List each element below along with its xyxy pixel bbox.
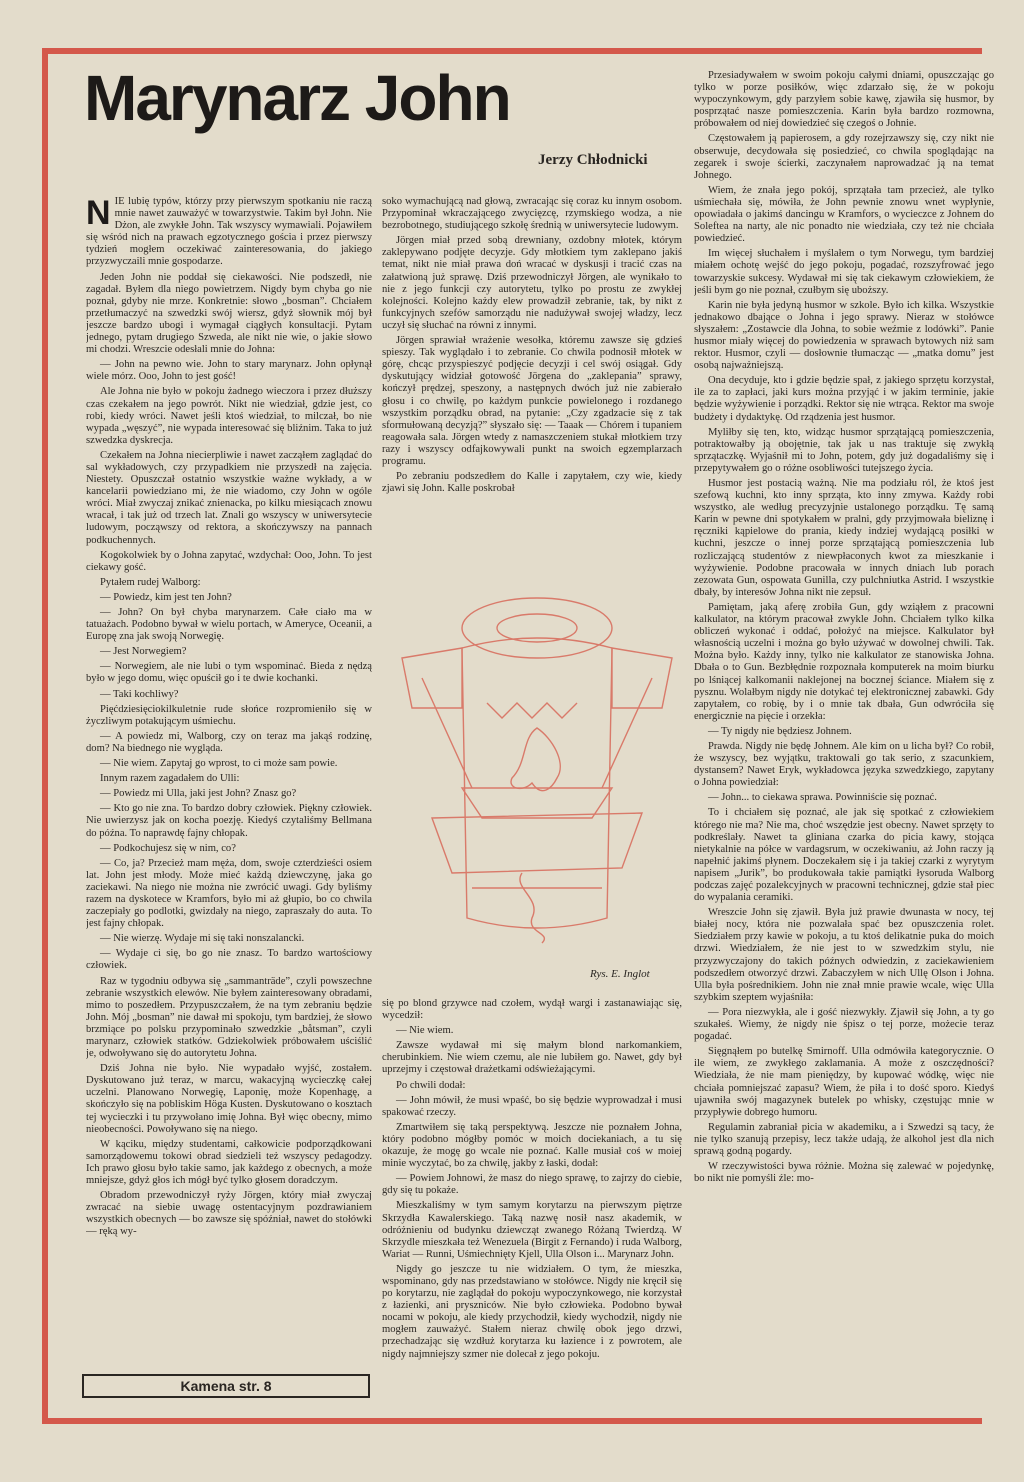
paragraph: W rzeczywistości bywa różnie. Można się zalewać w pojedynkę, bo nikt nie pomyśli źle: mo-	[694, 1161, 994, 1185]
paragraph: — Nie wiem.	[396, 1025, 454, 1037]
article-author: Jerzy Chłodnicki	[538, 152, 648, 168]
paragraph: — Powiem Johnowi, że masz do niego sprawę, to zajrzy do ciebie, gdy się tu pokaże.	[382, 1173, 682, 1197]
paragraph: Regulamin zabraniał picia w akademiku, a i Szwedzi są tacy, że nie tylko szanują przepisy, lecz także udają, że alkohol jest dla nich sprawą godną pogardy.	[694, 1121, 994, 1157]
paragraph: — Nie wiem. Zapytaj go wprost, to ci może sam powie.	[100, 758, 338, 770]
paragraph: Czekałem na Johna niecierpliwie i nawet zacząłem zaglądać do sal wykładowych, czy przypadkiem nie przyszedł na zajęcia. Niestety. Opuszczał ostatnio wszystkie ważne wykłady, a w kancelarii powiedziano mi, że nie wiadomo, czy John w ogóle wróci. Miał zwyczaj znikać znienacka, po kilku miesiącach znowu wracał, i tak już od trzech lat. Znali go wszyscy w uniwersytecie ludowym, począwszy od rektora, a skończywszy na pannach podkuchennych.	[86, 449, 372, 546]
paragraph: — John... to ciekawa sprawa. Powinniście się poznać.	[708, 792, 937, 804]
illustration-caption: Rys. E. Inglot	[590, 968, 650, 980]
paragraph: — Nie wierzę. Wydaje mi się taki nonszalancki.	[100, 933, 305, 945]
paragraph: Przesiadywałem w swoim pokoju całymi dniami, opuszczając go tylko w porze posiłków, więc zdarzało się, że w pokoju wypoczynkowym, gdy parzyłem sobie kawę, zjawiła się husmor, by posprzątać nasze pomieszczenia. Karin była bardzo rozmowna, próbowałem od niej dowiedzieć się czegoś o Johnie.	[694, 70, 994, 130]
paragraph: Zawsze wydawał mi się małym blond narkomankiem, cherubinkiem. Nie wiem czemu, ale nie lubiłem go. Nawet, gdy był uprzejmy i częstował drażetkami odświeżającymi.	[382, 1040, 682, 1076]
paragraph: Prawda. Nigdy nie będę Johnem. Ale kim on u licha był? Co robił, że wszyscy, bez wyjątku, traktowali go tak serio, z szacunkiem, dystansem? Nawet Eryk, wykładowca języka szwedzkiego, zapytany o Johna powiedział:	[694, 740, 994, 789]
paragraph: Obradom przewodniczył ryży Jörgen, który miał zwyczaj zwracać na siebie uwagę ostentacyjnym pozdrawianiem wszystkich obecnych — bo zawsze się spóźniał, nawet do stołówki — ręką wy-	[86, 1190, 372, 1238]
paragraph: Wreszcie John się zjawił. Była już prawie dwunasta w nocy, tej białej nocy, która nie pozwalała spać bez opuszczenia rolet. Siedziałem przy kawie w pokoju, a tu ktoś delikatnie puka do moich drzwi. Wiedziałem, że nie jest to w szwedzkim stylu, nie przyzwyczajony do takich późnych odwiedzin, z zaciekawieniem podszedłem otworzyć drzwi. Zabaczyłem w nich Ullę Olson i Johna. Ulla była pośrednikiem. John nie znał mnie prawie wcale, więc Ulla szybkim szeptem wyjaśniła:	[694, 907, 994, 1003]
drop-cap: N	[86, 196, 111, 232]
text-column-2-bottom	[382, 998, 682, 1410]
paragraph: — Co, ja? Przecież mam męża, dom, swoje czterdzieści osiem lat. John jest młody. Może mieć każdą dziewczynę, jaka go zaciekawi. Na niego nie można nie zwrócić uwagi. Gdy byliśmy razem na dyskotece w Kramfors, było mi aż głupio, bo co chwila zaczepiały go podlotki, gwizdały na niego, zapraszały do auta. To jest fajny chłopak.	[86, 857, 372, 930]
paragraph: — John? On był chyba marynarzem. Całe ciało ma w tatuażach. Podobno bywał w wielu portach, w Ameryce, Oceanii, a Europę zna jak swoją Norwegię.	[86, 607, 372, 643]
paragraph: Wiem, że znała jego pokój, sprzątała tam przecież, ale tylko uśmiechała się, mówiła, że John pewnie znowu wnet wypłynie, opowiadała o jakimś dancingu w Kramfors, o wycieczce z Johnem do Soleftea na narty, ale nic ponadto nie wiedziała, czy też nie chciała powiedzieć.	[694, 184, 994, 245]
paragraph: Ale Johna nie było w pokoju żadnego wieczora i przez dłuższy czas czekałem na jego powrót. Nikt nie wiedział, gdzie jest, co robi, kiedy wróci. Nawet jeśli ktoś wiedział, to milczał, bo nie wypada „węszyć”, nie wypada interesować się bliźnim. Taka to już szwedzka dyskrecja.	[86, 386, 372, 446]
paragraph: — Powiedz mi Ulla, jaki jest John? Znasz go?	[100, 788, 297, 800]
text-column-2-top	[382, 196, 682, 578]
paragraph: Dziś Johna nie było. Nie wypadało wyjść, zostałem. Dyskutowano już teraz, w marcu, wakacyjną wycieczkę całej uczelni. Planowano Norwegię, Laponię, może Kopenhagę, a skończyło się na pobliskim Höga Kusten. Dyskutowano o kosztach tej wycieczki i tu przywołano imię Johna. Był więc obecny, mimo nieobecności. Powoływano się na niego.	[86, 1063, 372, 1135]
paragraph: — Pora niezwykła, ale i gość niezwykły. Zjawił się John, a ty go szukałeś. Wiemy, że nigdy nie śpisz o tej porze, możecie teraz pogadać.	[694, 1006, 994, 1043]
paragraph: Innym razem zagadałem do Ulli:	[100, 773, 240, 785]
illustration-figure	[511, 728, 560, 791]
paragraph: — Taki kochliwy?	[100, 688, 179, 700]
illustration-banner	[432, 813, 642, 873]
page-reference-box	[82, 1374, 370, 1398]
paragraph: Nigdy go jeszcze tu nie widziałem. O tym, że mieszka, wspominano, gdy nas przedstawiano w stołówce. Nigdy nie kręcił się po korytarzu, nie zaglądał do pokoju wypoczynkowego, nie korzystał z łazienki, ani pryszniców. Nie było człowieka. Podobno bywał nocami w pokoju, ale kiedy przychodził, kiedy wychodził, nigdy nie mogłem zauważyć. Stałem nieraz chwilę obok jego drzwi, przechadzając się wzdłuż korytarza ku łazience i z powrotem, ale nigdy najmniejszy szmer nie dolecał z jego pokoju.	[382, 1263, 682, 1360]
paragraph: — Norwegiem, ale nie lubi o tym wspominać. Bieda z nędzą było w jego domu, więc opuścił go i te dwie kochanki.	[86, 661, 372, 685]
paragraph: Myliłby się ten, kto, widząc husmor sprzątającą pomieszczenia, potraktowałby ją obojętnie, tak jak u nas traktuje się zwykłą sprzątaczkę. Wyjaśnił mi to John, potem, gdy już dogadaliśmy się i przepytywałem go o różne osobliwości tutejszego życia.	[694, 426, 994, 474]
paragraph: Mieszkaliśmy w tym samym korytarzu na pierwszym piętrze Skrzydła Kawalerskiego. Taką nazwę nosił nasz akademik, w odróżnieniu od budynku dziewcząt zwanego Różaną Twierdzą. W Skrzydle mieszkała też Wenezuela (Birgit z Fernando) i ruda Walborg, Wariat — Runni, Uśmiechnięty Kjell, Ulla Olson i... Marynarz John.	[382, 1200, 682, 1260]
frame-top-rule	[42, 48, 982, 54]
paragraph: Sięgnąłem po butelkę Smirnoff. Ulla odmówiła kategorycznie. O ile wiem, ze zwykłego zaklamania. A może z oszczędności? Wiedziała, że nie mam pieniędzy, by kupować wódkę, więc nie chciała pomniejszać zapasu? Wiem, że piła i to dość sporo. Kiedyś ujawniła swój magazynek butelek po whisky, częstując mnie w przypływie dobrego humoru.	[694, 1046, 994, 1118]
paragraph: — Powiedz, kim jest ten John?	[100, 591, 232, 603]
paragraph: Ona decyduje, kto i gdzie będzie spał, z jakiego sprzętu korzystał, ile za to zapłaci, jaki kurs można przyjąć i w jakim terminie, jakie będzie wyżywienie i porządki. Rektor się nie wtrąca. Rektor ma swoje budżety i dydaktykę. Od rządzenia jest husmor.	[694, 375, 994, 423]
paragraph: — Ty nigdy nie będziesz Johnem.	[708, 725, 852, 737]
paragraph: Jörgen sprawiał wrażenie wesołka, któremu zawsze się gdzieś spieszy. Tak wyglądało i to zebranie. Co chwila podnosił młotek w górę, chcąc przyspieszyć podjęcie decyzji i cel swój osiągał. Gdy dyskutujący widział gotowość Jörgena do „zaklepania” sprawy, kończył prędzej, speszony, a następnych dwóch już nie zabierało głosu i co chwilę, po każdym punkcie powielonego i rozdanego wszystkim porządku obrad, na pytanie: „Czy zgadzacie się z tak sformułowaną decyzją?” słyszało się: — Taaak — Chórem i tupaniem reagowała sala. Jörgen wtedy z namaszczeniem stukał młotkiem trzy razy i wszyscy odfajkowywali punkt na swoich egzemplarzach programu.	[382, 335, 682, 467]
paragraph: — Kto go nie zna. To bardzo dobry człowiek. Piękny człowiek. Nie uwierzysz jak on kocha poezję. Kiedyś czytaliśmy Bellmana do późna. To naprawdę fajny chłopak.	[86, 803, 372, 839]
paragraph: soko wymachującą nad głową, zwracając się coraz ku innym osobom. Przypominał wkraczającego zwycięzcę, rzymskiego wodza, a nie bezrobotnego, studiującego szkołę średnią w uniwersytecie ludowym.	[382, 196, 682, 232]
paragraph: Zmartwiłem się taką perspektywą. Jeszcze nie poznałem Johna, który podobno mógłby pomóc w moich dociekaniach, a tu się okazuje, że mogę go wcale nie poznać. Kalle musiał coś w moiej minie wyczytać, bo za chwilę, jakby z łaski, dodał:	[382, 1121, 682, 1170]
paragraph: Pamiętam, jaką aferę zrobiła Gun, gdy wziąłem z pracowni kalkulator, na którym pracował zwykle John. Chciałem tylko kilka obliczeń wykonać i oddać, położyć na miejsce. Kalkulator był własnością uczelni i można go było używać w dowolnej chwili. Tak. Można było. Każdy inny, tylko nie kalkulator ze stanowiska Johna. Dbała o to Gun. Bezbłędnie rozpoznała komputerek na moim biurku po lśniącej kalkomanii naklejonej na bocznej ściance. Miałem się z pysznu. Wolałbym nigdy nie dotykać tej elektronicznej zabawki. Gdy zapytałem, co robię, by i o mnie tak dbała, Gun odwróciła się energicznie na pięcie i orzekła:	[694, 601, 994, 722]
paragraph: — Jest Norwegiem?	[100, 646, 187, 658]
paragraph: Jörgen miał przed sobą drewniany, ozdobny młotek, którym zaklepywano podjęte decyzje. Gdy młotkiem tym zaklepano jakiś temat, nikt nie miał prawa doń wracać w dyskusji i tracić czas na załatwioną już sprawę. Dziś przewodniczył Jörgen, ale wynikało to nie z jego funkcji czy autorytetu, tylko po prostu ze zwykłej kolejności. Kolejno każdy elew prowadził zebranie, tak, by nikt z funkcyjnych szefów samorządu nie nadużywał swojej władzy, lecz uczył się słuchać na równi z innymi.	[382, 235, 682, 331]
paragraph: Karin nie była jedyną husmor w szkole. Było ich kilka. Wszystkie jednakowo dbające o Johna i jego sprawy. Nieraz w stołówce słyszałem: „Zostawcie dla Johna, to sobie weźmie z lodówki”. Panie husmor miały więcej do powiedzenia w sprawach bytowych niż sam rektor. Husmor, czyli — dosłownie tłumacząc — „matka domu” jest osobą najważniejszą.	[694, 299, 994, 372]
paragraph: — A powiedz mi, Walborg, czy on teraz ma jakąś rodzinę, dom? Na biednego nie wygląda.	[86, 730, 372, 754]
paragraph: Częstowałem ją papierosem, a gdy rozejrzawszy się, czy nikt nie obserwuje, decydowała się posiedzieć, co chwila spoglądając na zegarek i swoje ścierki, zaczynałem naprowadzać ją na temat Johnego.	[694, 133, 994, 181]
paragraph: Im więcej słuchałem i myślałem o tym Norwegu, tym bardziej miałem ochotę wejść do jego pokoju, pogadać, rozszyfrować jego towarzyskie sukcesy. Wydawał mi się tak ciekawym człowiekiem, że jeśli bym go nie poznał, czułbym się uboższy.	[694, 248, 994, 296]
paragraph: Pięćdziesięciokilkuletnie rude słońce rozpromieniło się w życzliwym potakującym uśmiechu.	[86, 703, 372, 727]
frame-left-rule	[42, 48, 48, 1424]
paragraph: Po zebraniu podszedłem do Kalle i zapytałem, czy wie, kiedy zjawi się John. Kalle poskrobał	[382, 471, 682, 495]
frame-bottom-rule	[42, 1418, 982, 1424]
illustration-drawing	[392, 588, 682, 948]
paragraph: — Podkochujesz się w nim, co?	[100, 842, 236, 854]
paragraph: — John mówił, że musi wpaść, bo się będzie wyprowadzał i musi spakować rzeczy.	[382, 1094, 682, 1118]
illustration-body	[462, 638, 612, 928]
paragraph: się po blond grzywce nad czołem, wydął wargi i zastanawiając się, wycedził:	[382, 998, 682, 1022]
paragraph: To i chciałem się poznać, ale jak się spotkać z człowiekiem którego nie ma? Nie ma, choć wszędzie jest obecny. Nawet sprzęty to podkreślały. Nawet ta gliniana czarka do picia kawy, stojąca nietykalnie na półce w vardagsrum, w oczekiwaniu, aż John raczy ją napełnić jakimś płynem. Doczekałem się i ja takiej czarki z wyrytym napisem „Jurik”, bo produkowała takie pamiątki łysoruda Walborg podczas zajęć pozalekcyjnych w pracowni technicznej, gdzie stał piec do wypalania ceramiki.	[694, 807, 994, 904]
paragraph: — Wydaje ci się, bo go nie znasz. To bardzo wartościowy człowiek.	[86, 948, 372, 972]
paragraph: Jeden John nie poddał się ciekawości. Nie podszedł, nie zagadał. Byłem dla niego powietrzem. Nigdy bym chyba go nie poznał, gdyby nie mrze. Konkretnie: słowo „bosman”. Chciałem przetłumaczyć na szwedzki swój wiersz, gdyż słownik mój był jeszcze bardzo ubogi i wymagał ciągłych konsultacji. Pytam jednego, pytam drugiego Szweda, ale nikt nie wie, o jakie słowo mi chodzi. Wreszcie odesłali mnie do Johna:	[86, 271, 372, 356]
page-reference: Kamena str. 8	[180, 1378, 272, 1394]
article-title: Marynarz John	[84, 62, 510, 134]
paragraph: Raz w tygodniu odbywa się „sammanträde”, czyli powszechne zebranie wszystkich elewów. Nie byłem zainteresowany obradami, mimo to poszedłem. Przypuszczałem, że na tym zebraniu będzie John. Mój „bosman” nie dawał mi spokoju, tym bardziej, że słowo brzmiące po polsku przypominało szwedzkie „båtsman”, czyli marynarz, człowiek statków. Gdziekolwiek próbowałem uściślić je, odwoływano się do autorytetu Johna.	[86, 975, 372, 1060]
paragraph: Kogokolwiek by o Johna zapytać, wzdychał: Ooo, John. To jest ciekawy gość.	[86, 549, 372, 573]
paragraph: — John na pewno wie. John to stary marynarz. John opłynął wiele mórz. Ooo, John to jest gość!	[86, 359, 372, 383]
text-column-1	[86, 196, 372, 1260]
paragraph: Husmor jest postacią ważną. Nie ma podziału ról, że ktoś jest szefową kuchni, kto inny sprząta, kto inny zmywa. Każdy robi wszystko, ale według precyzyjnie ustalonego porządku. Tę samą Karin w pewne dni spotykałem w pralni, gdy przyjmowała bieliznę i ręczniki kąpielowe do prania, kiedy indziej wydającą posiłki w kuchni, jeszcze o innej porze sprzątającą pomieszczenia lub rozliczającą studentów z niewpłaconych kwot za mieszkanie i wyżywienie. Podobne pracowała w innych dniach lub porach zezowata Gun, ospowata Gunilla, czy pulchniutka Astrid. I wszystkie dbały, by interesów Johna nikt nie zepsuł.	[694, 478, 994, 598]
paragraph: NIE lubię typów, którzy przy pierwszym spotkaniu nie raczą mnie nawet zauważyć w towarzystwie. Takim był John. Nie Dżon, ale zwykłe John. Tak wszyscy wymawiali. Pojawiłem się wśród nich na prawach egzotycznego gościa i przez pierwszy tydzień mogłem oczekiwać zainteresowania, do jakiego przyzwyczaili mnie gospodarze.	[86, 196, 372, 268]
paragraph: Po chwili dodał:	[396, 1079, 466, 1091]
paragraph: W kąciku, między studentami, całkowicie podporządkowani samorządowemu tokowi obrad siedzieli też wszyscy pedagodzy. Ich prawo głosu było takie samo, jak każdego z obecnych, a może mniejsze, gdyż głos ich mógł być tylko głosem doradczym.	[86, 1138, 372, 1187]
illustration-top-ring	[462, 598, 612, 658]
text-column-3	[694, 70, 994, 1410]
paragraph: Pytałem rudej Walborg:	[100, 576, 201, 588]
